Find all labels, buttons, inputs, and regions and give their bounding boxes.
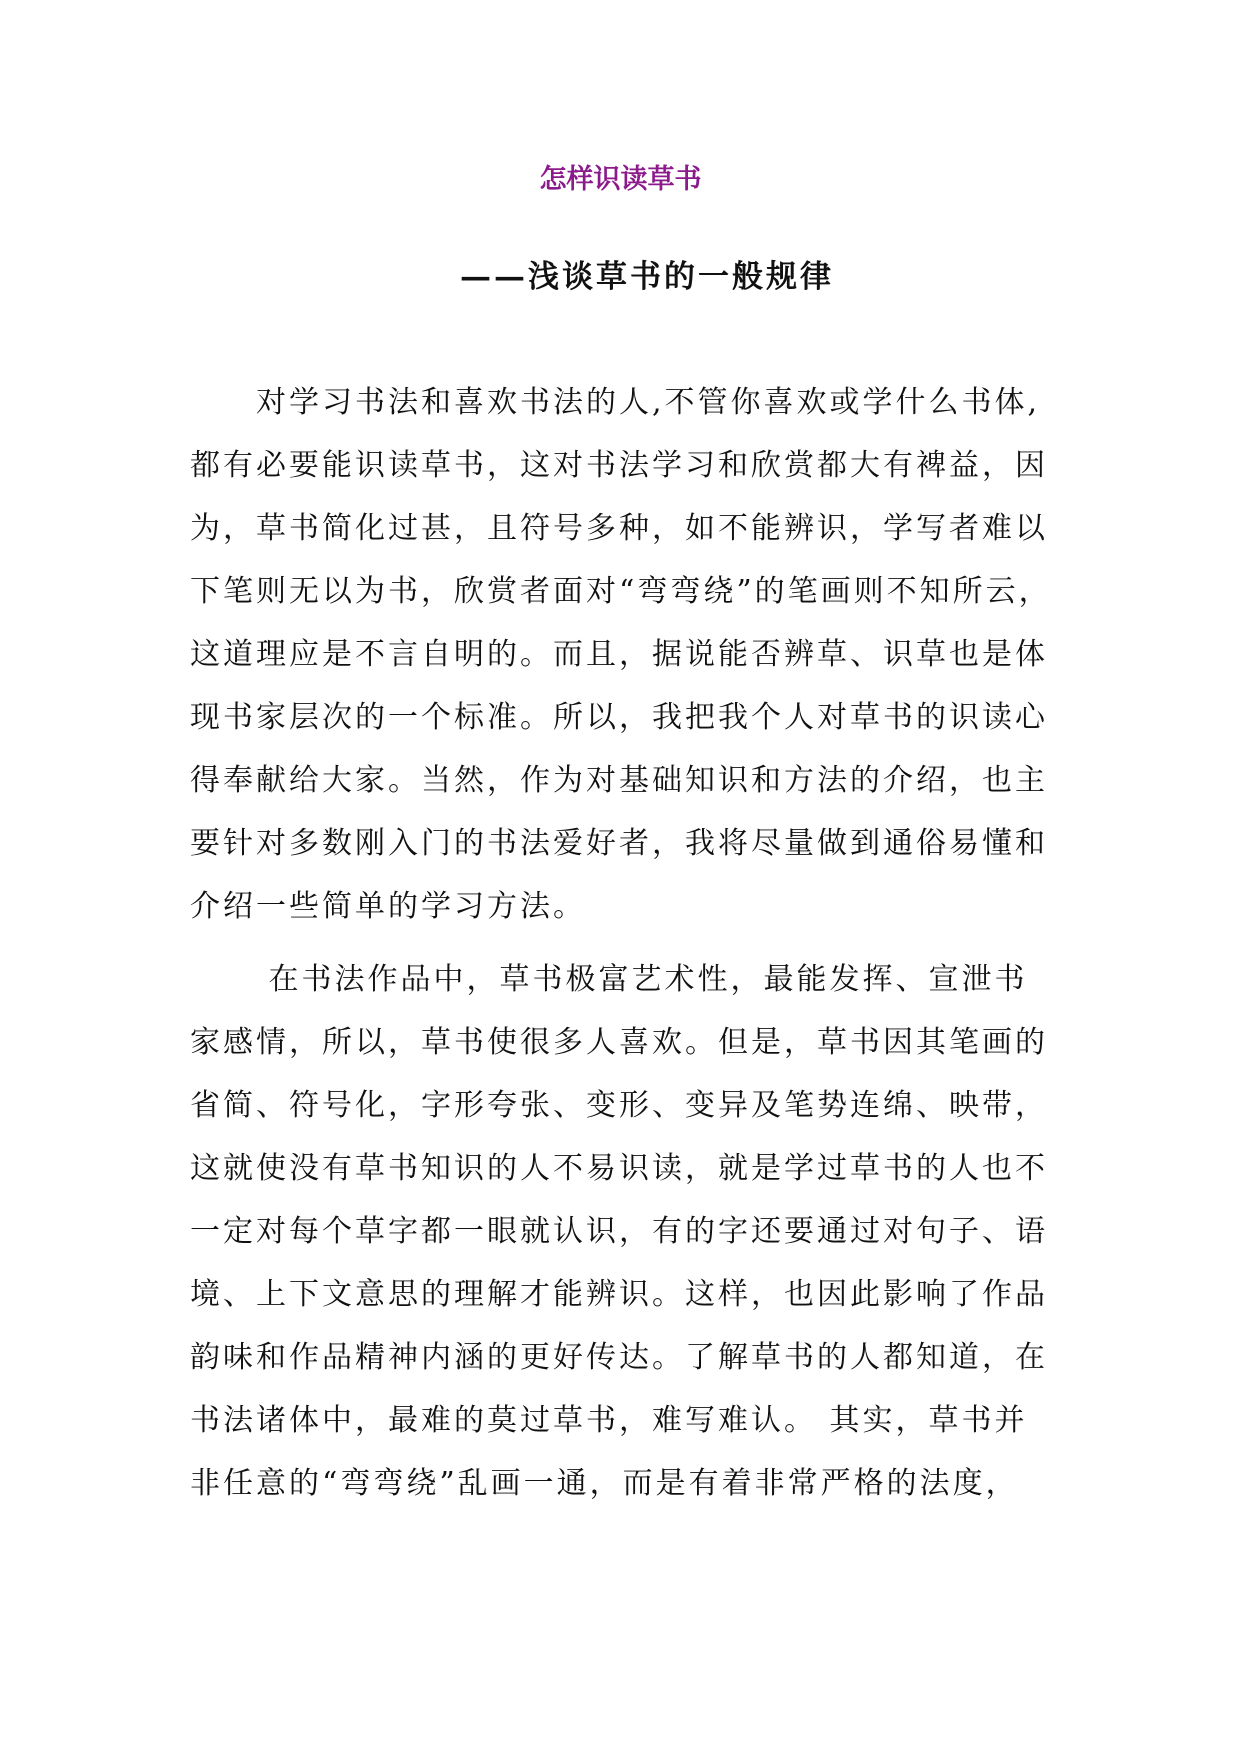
text-line: 家感情，所以，草书使很多人喜欢。但是，草书因其笔画的 [190, 1025, 1048, 1060]
text-line: 韵味和作品精神内涵的更好传达。了解草书的人都知道，在 [190, 1340, 1048, 1375]
text-line: 这道理应是不言自明的。而且，据说能否辨草、识草也是体 [190, 637, 1048, 672]
text-line: 在书法作品中，草书极富艺术性，最能发挥、宣泄书 [190, 962, 1028, 997]
document-title: 怎样识读草书 [539, 164, 702, 195]
text-line: 为，草书简化过甚，且符号多种，如不能辨识，学写者难以 [190, 511, 1048, 546]
text-line: 一定对每个草字都一眼就认识，有的字还要通过对句子、语 [190, 1214, 1048, 1249]
text-line: 下笔则无以为书，欣赏者面对“弯弯绕”的笔画则不知所云， [190, 574, 1052, 609]
text-line: 得奉献给大家。当然，作为对基础知识和方法的介绍，也主 [190, 763, 1048, 798]
text-line: 要针对多数刚入门的书法爱好者，我将尽量做到通俗易懂和 [190, 826, 1048, 861]
text-line: 对学习书法和喜欢书法的人,不管你喜欢或学什么书体, [190, 385, 1041, 420]
text-line: 境、上下文意思的理解才能辨识。这样，也因此影响了作品 [190, 1277, 1048, 1312]
text-line: 这就使没有草书知识的人不易识读，就是学过草书的人也不 [190, 1151, 1048, 1186]
text-line: 都有必要能识读草书，这对书法学习和欣赏都大有裨益，因 [190, 448, 1048, 483]
text-line: 书法诸体中，最难的莫过草书，难写难认。 其实，草书并 [190, 1403, 1028, 1438]
text-line: 非任意的“弯弯绕”乱画一通，而是有着非常严格的法度， [190, 1466, 1019, 1501]
document-subtitle: ——浅谈草书的一般规律 [460, 259, 834, 295]
text-line: 介绍一些简单的学习方法。 [190, 889, 586, 924]
text-line: 省简、符号化，字形夸张、变形、变异及笔势连绵、映带， [190, 1088, 1048, 1123]
text-line: 现书家层次的一个标准。所以，我把我个人对草书的识读心 [190, 700, 1048, 735]
